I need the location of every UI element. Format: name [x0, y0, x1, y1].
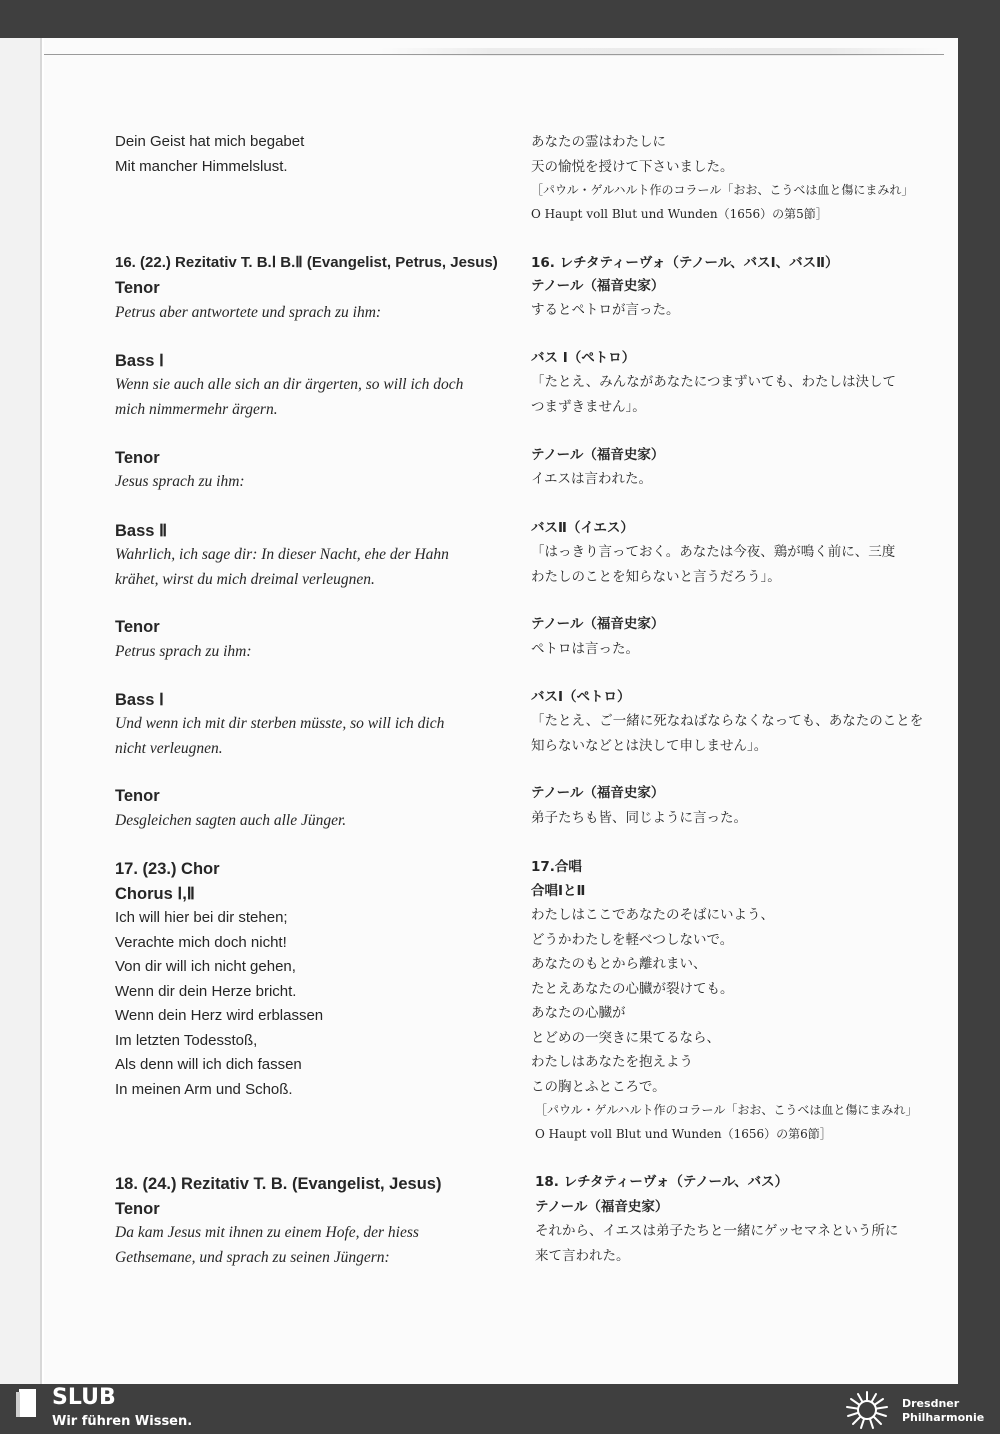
slub-tagline: Wir führen Wissen.	[52, 1414, 193, 1429]
role-bass1-de: Bass Ⅰ	[115, 352, 164, 370]
line-tenor-de: Da kam Jesus mit ihnen zu einem Hofe, der hiess Gethsemane, und sprach zu seinen Jüngern:	[115, 1224, 419, 1266]
section-17-heading-de: 17. (23.) Chor	[115, 860, 220, 878]
source-note-ja: ［パウル・ゲルハルト作のコラール「おお、こうべは血と傷にまみれ」 O Haupt voll Blut und Wunden（1656）の第5節］	[531, 183, 914, 221]
line-tenor-de: Petrus sprach zu ihm:	[115, 643, 252, 660]
line-bass2-ja: 「はっきり言っておく。あなたは今夜、鶏が鳴く前に、三度 わたしのことを知らないと言うだろう」。	[531, 544, 896, 585]
slub-logo-text: SLUB	[52, 1385, 116, 1410]
role-chorus-de: Chorus Ⅰ,Ⅱ	[115, 885, 195, 903]
line-tenor-ja: イエスは言われた。	[531, 471, 652, 487]
facing-page-edge	[0, 38, 42, 1384]
role-tenor-ja: テノール（福音史家）	[531, 278, 665, 294]
line-bass1-ja: 「たとえ、みんながあなたにつまずいても、わたしは決して つまずきません」。	[531, 374, 897, 415]
role-bass2-ja: バスⅡ（イエス）	[531, 520, 634, 536]
line-bass2-de: Wahrlich, ich sage dir: In dieser Nacht, ehe der Hahn krähet, wirst du mich dreimal verleugnen.	[115, 546, 449, 588]
role-bass1-de: Bass Ⅰ	[115, 691, 164, 709]
line-tenor-ja: それから、イエスは弟子たちと一緒にゲッセマネという所に 来て言われた。	[535, 1223, 899, 1264]
line-tenor-de: Jesus sprach zu ihm:	[115, 473, 245, 490]
line-tenor-de: Desgleichen sagten auch alle Jünger.	[115, 812, 347, 829]
section-16-heading-ja: 16. レチタティーヴォ（テノール、バスⅠ、バスⅡ）	[531, 255, 839, 271]
intro-text-ja: あなたの霊はわたしに 天の愉悦を授けて下さいました。	[531, 134, 734, 175]
role-tenor-ja: テノール（福音史家）	[531, 616, 665, 632]
section-18-heading-de: 18. (24.) Rezitativ T. B. (Evangelist, Jesus)	[115, 1175, 442, 1193]
intro-text-de: Dein Geist hat mich begabet Mit mancher Himmelslust.	[115, 133, 305, 175]
role-tenor-ja: テノール（福音史家）	[531, 447, 665, 463]
line-tenor-ja: 弟子たちも皆、同じように言った。	[531, 810, 747, 826]
chorale-text-de: Ich will hier bei dir stehen; Verachte mich doch nicht! Von dir will ich nicht gehen, Wenn dir dein Herze bricht. Wenn dein Herz wird erblassen Im letzten Todesstoß, Als denn will ich dich fassen In meinen Arm und Schoß.	[115, 909, 324, 1098]
role-chorus-ja: 合唱ⅠとⅡ	[531, 883, 586, 899]
role-bass1-ja: バスⅠ（ペトロ）	[531, 689, 631, 705]
role-bass1-ja: バス Ⅰ（ペトロ）	[531, 350, 636, 366]
line-bass1-de: Wenn sie auch alle sich an dir ärgerten, so will ich doch mich nimmermehr ärgern.	[115, 376, 464, 418]
source-note-ja: ［パウル・ゲルハルト作のコラール「おお、こうべは血と傷にまみれ」 O Haupt voll Blut und Wunden（1656）の第6節］	[535, 1103, 918, 1141]
philharmonie-logo-text: Dresdner Philharmonie	[902, 1397, 985, 1424]
line-tenor-ja: するとペトロが言った。	[531, 302, 680, 318]
role-tenor-de: Tenor	[115, 787, 160, 805]
section-16-heading-de: 16. (22.) Rezitativ T. B.Ⅰ B.Ⅱ (Evangelist, Petrus, Jesus)	[115, 254, 498, 271]
line-bass1-ja: 「たとえ、ご一緒に死なねばならなくなっても、あなたのことを 知らないなどとは決して申しません」。	[531, 713, 924, 754]
slub-book-icon	[14, 1389, 38, 1419]
line-bass1-de: Und wenn ich mit dir sterben müsste, so will ich dich nicht verleugnen.	[115, 715, 445, 757]
role-tenor-de: Tenor	[115, 279, 160, 297]
role-tenor-de: Tenor	[115, 1200, 160, 1218]
line-tenor-de: Petrus aber antwortete und sprach zu ihm:	[115, 304, 382, 321]
line-tenor-ja: ペトロは言った。	[531, 641, 639, 657]
role-tenor-ja: テノール（福音史家）	[535, 1199, 669, 1215]
section-17-heading-ja: 17.合唱	[531, 859, 582, 875]
role-tenor-de: Tenor	[115, 449, 160, 467]
role-tenor-ja: テノール（福音史家）	[531, 785, 665, 801]
header-rule	[44, 54, 944, 55]
section-18-heading-ja: 18. レチタティーヴォ（テノール、バス）	[535, 1174, 789, 1190]
role-tenor-de: Tenor	[115, 618, 160, 636]
philharmonie-sunburst-logo	[842, 1390, 892, 1430]
role-bass2-de: Bass Ⅱ	[115, 522, 168, 540]
chorale-text-ja: わたしはここであなたのそばにいよう、 どうかわたしを軽べつしないで。 あなたのもとから離れまい、 たとえあなたの心臓が裂けても。 あなたの心臓が とどめの一突きに果てるなら、 わたしはあなたを抱えよう この胸とふところで。	[531, 907, 774, 1095]
